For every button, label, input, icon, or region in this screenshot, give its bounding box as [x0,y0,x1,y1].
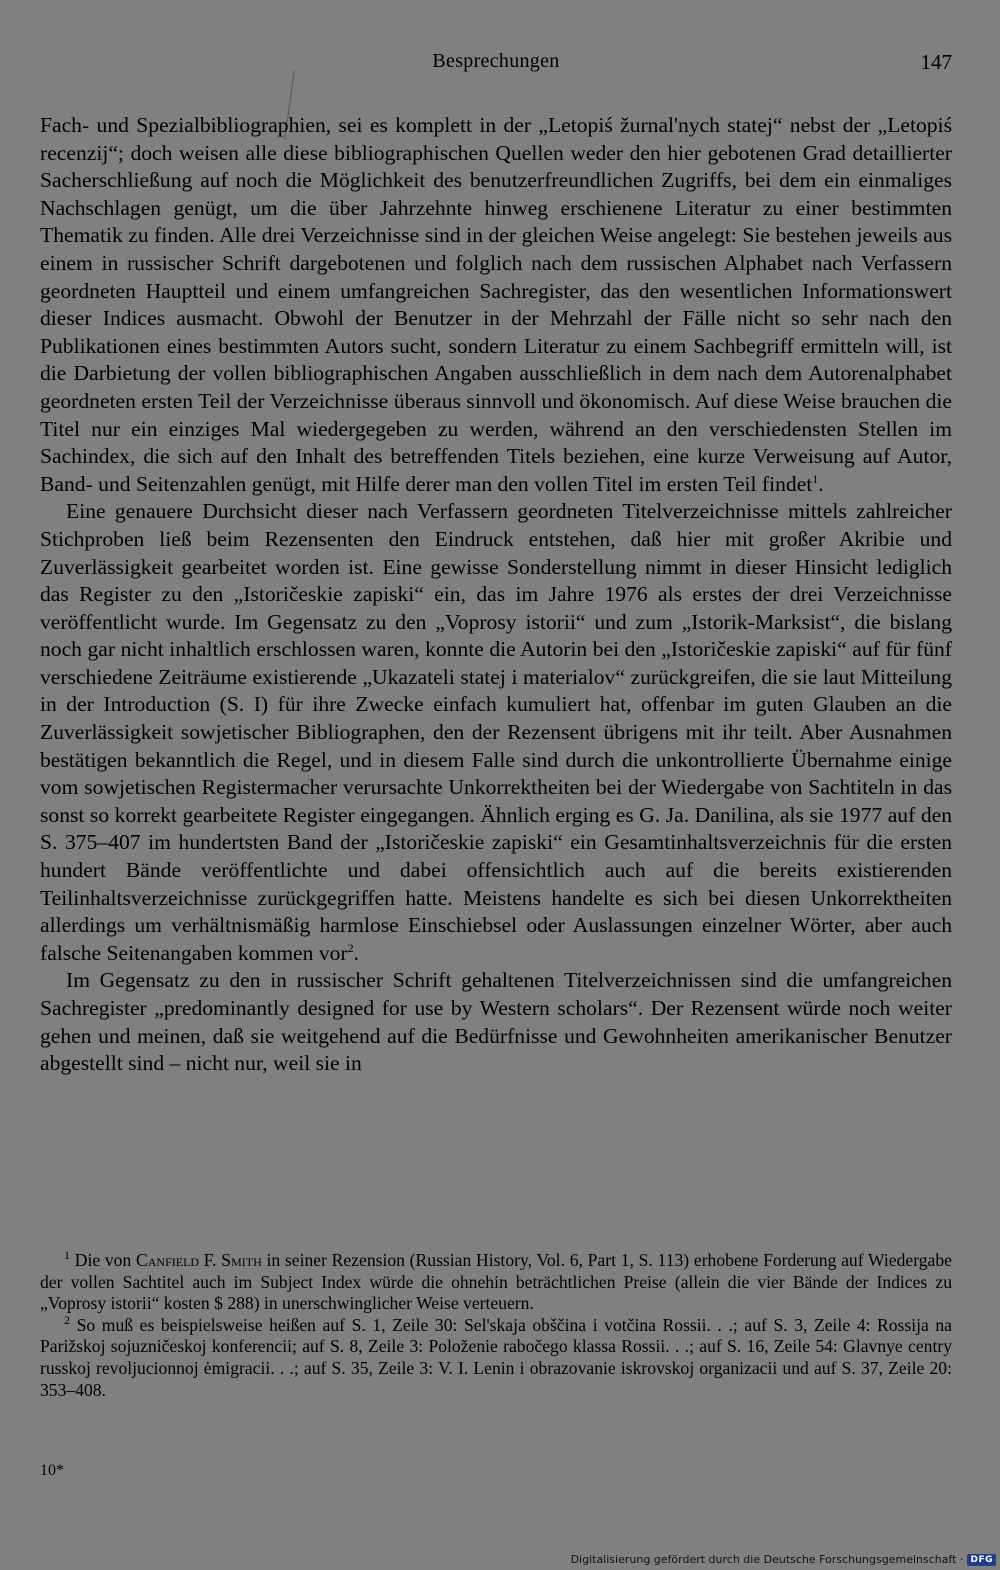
paragraph-1 [40,112,952,498]
main-text [40,112,952,1078]
footnote-ref-1: 1 [812,471,819,486]
footnote-2-text: So muß es beispielsweise heißen auf S. 1, Zeile 30: Sel'skaja obščina i votčina Rossii. . .; auf S. 3, Zeile 4: Rossija na Parižskoj sojuzničeskoj konferencii; auf S. 8, Zeile 3: Položenie rabočego klassa Rossii. . .; auf S. 16, Zeile 54: Glavnye centry russkoj revoljucionnoj ėmigracii. . .; auf S. 35, Zeile 3: V. I. Lenin i obrazovanie iskrovskoj organizacii und auf S. 37, Zeile 20: 353–408. [40,1314,952,1400]
sheet-signature: 10* [40,1462,64,1479]
footnote-1-author: Canfield F. Smith [136,1250,262,1270]
paragraph-3: Im Gegensatz zu den in russischer Schrift gehaltenen Titelverzeichnissen sind die umfangreichen Sachregister „predominantly designed for use by Western scholars“. Der Rezensent würde noch weiter gehen und meinen, daß sie weitgehend auf die Bedürfnisse und Gewohnheiten amerikanischer Benutzer abgestellt sind – nicht nur, weil sie in [40,968,952,1076]
paragraph-1-end: . [818,471,824,496]
digitization-credit [571,1553,996,1566]
footnote-1 [40,1250,952,1315]
running-title: Besprechungen [432,50,560,72]
footnote-2 [40,1312,952,1401]
footnote-ref-2: 2 [347,940,354,955]
footnote-1-pre: Die von [74,1250,132,1270]
footnote-1-marker: 1 [64,1248,70,1263]
credit-text: Digitalisierung gefördert durch die Deutsche Forschungsgemeinschaft · [570,1553,964,1566]
page-number: 147 [920,50,952,74]
paragraph-1-text: Fach- und Spezialbibliographien, sei es komplett in der „Letopiś žurnal'nych statej“ nebst der „Letopiś recenzij“; doch weisen alle diese bibliographischen Quellen weder den hier gebotenen Grad detaillierter Sacherschließung auf noch die Möglichkeit des benutzerfreundlichen Zugriffs, bei dem ein einmaliges Nachschlagen genügt, um die über Jahrzehnte hinweg erschienene Literatur zu einer bestimmten Thematik zu finden. Alle drei Verzeichnisse sind in der gleichen Weise angelegt: Sie bestehen jeweils aus einem in russischer Schrift dargebotenen und folglich nach dem russischen Alphabet nach Verfassern geordneten Hauptteil und einem umfangreichen Sachregister, das den wesentlichen Informationswert dieser Indices ausmacht. Obwohl der Benutzer in der Mehrzahl der Fälle nicht so sehr nach den Publikationen eines bestimmten Autors sucht, sondern Literatur zu einem Sachbegriff ermitteln will, ist die Darbietung der vollen bibliographischen Angaben ausschließlich in dem nach dem Autorenalphabet geordneten ersten Teil der Verzeichnisse überaus sinnvoll und ökonomisch. Auf diese Weise brauchen die Titel nur ein einziges Mal wiedergegeben zu werden, während an den verschiedensten Stellen im Sachindex, die sich auf den Inhalt des betreffenden Titels beziehen, eine kurze Verweisung auf Autor, Band- und Seitenzahlen genügt, mit Hilfe derer man den vollen Titel im ersten Teil findet [40,113,952,496]
dfg-logo-icon: DFG [967,1554,996,1566]
running-header [40,50,952,80]
paragraph-2-end: . [353,940,360,965]
paragraph-2 [40,498,952,967]
footnote-2-marker: 2 [64,1312,70,1327]
footnotes [40,1250,952,1401]
footnote-1-text: in seiner Rezension (Russian History, Vol. 6, Part 1, S. 113) erhobene Forderung auf Wiedergabe der vollen Sachtitel auch im Subject Index würde die ohnehin beträchtlichen Preise (allein die vier Bände der Indices zu „Voprosy istorii“ kosten $ 288) in unerschwinglicher Weise verteuern. [40,1250,952,1314]
paragraph-2-text: Eine genauere Durchsicht dieser nach Verfassern geordneten Titelverzeichnisse mittels zahlreicher Stichproben ließ beim Rezensenten den Eindruck entstehen, daß hier mit großer Akribie und Zuverlässigkeit gearbeitet worden ist. Eine gewisse Sonderstellung nimmt in dieser Hinsicht lediglich das Register zu den „Istoričeskie zapiski“ ein, das im Jahre 1976 als erstes der drei Verzeichnisse veröffentlicht wurde. Im Gegensatz zu den „Voprosy istorii“ und zum „Istorik-Marksist“, die bislang noch gar nicht inhaltlich erschlossen waren, konnte die Autorin bei den „Istoričeskie zapiski“ auf für fünf verschiedene Zeiträume existierende „Ukazateli statej i materialov“ zurückgreifen, die sie laut Mitteilung in der Introduction (S. I) für ihre Zwecke einfach kumuliert hat, offenbar im guten Glauben an die Zuverlässigkeit sowjetischer Bibliographen, den der Rezensent übrigens mit ihr teilt. Aber Ausnahmen bestätigen bekanntlich die Regel, und in diesem Falle sind durch die unkontrollierte Übernahme einige vom sowjetischen Registermacher verursachte Unkorrektheiten bei der Wiedergabe von Sachtiteln in das sonst so korrekt gearbeitete Register eingegangen. Ähnlich erging es G. Ja. Danilina, als sie 1977 auf den S. 375–407 im hundertsten Band der „Istoričeskie zapiski“ ein Gesamtinhaltsverzeichnis für die ersten hundert Bände veröffentlichte und dabei offensichtlich auch auf die bereits existierenden Teilinhaltsverzeichnisse zurückgegriffen hatte. Meistens handelte es sich bei diesen Unkorrektheiten allerdings um verhältnismäßig harmlose Einschiebsel oder Auslassungen einzelner Wörter, aber auch falsche Seitenangaben kommen vor [40,499,952,965]
